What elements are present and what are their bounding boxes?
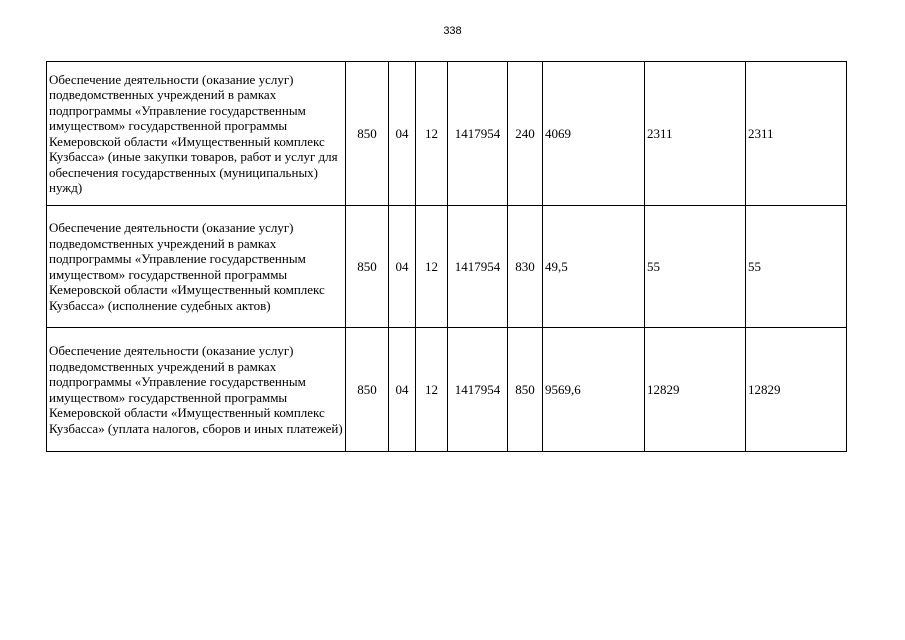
amount-year-3: 55: [746, 206, 847, 328]
amount-year-2: 55: [645, 206, 746, 328]
amount-year-3: 2311: [746, 62, 847, 206]
target-article-code: 1417954: [448, 328, 508, 452]
amount-year-1: 49,5: [543, 206, 645, 328]
budget-table: [46, 61, 847, 452]
row-description: Обеспечение деятельности (оказание услуг) подведомственных учреждений в рамках подпрограммы «Управление государственным имуществом» государственной программы Кемеровской области «Имущественный комплекс Кузбасса» (иные закупки товаров, работ и услуг для обеспечения государственных (муниципальных) нужд): [47, 62, 346, 206]
row-description: Обеспечение деятельности (оказание услуг) подведомственных учреждений в рамках подпрограммы «Управление государственным имуществом» государственной программы Кемеровской области «Имущественный комплекс Кузбасса» (исполнение судебных актов): [47, 206, 346, 328]
ministry-code: 850: [346, 62, 389, 206]
expense-type-code: 850: [508, 328, 543, 452]
table-row: [47, 328, 847, 452]
amount-year-3: 12829: [746, 328, 847, 452]
amount-year-1: 9569,6: [543, 328, 645, 452]
subsection-code: 12: [416, 62, 448, 206]
amount-year-2: 2311: [645, 62, 746, 206]
target-article-code: 1417954: [448, 62, 508, 206]
page-number: 338: [443, 25, 462, 37]
row-description: Обеспечение деятельности (оказание услуг) подведомственных учреждений в рамках подпрограммы «Управление государственным имуществом» государственной программы Кемеровской области «Имущественный комплекс Кузбасса» (уплата налогов, сборов и иных платежей): [47, 328, 346, 452]
amount-year-2: 12829: [645, 328, 746, 452]
target-article-code: 1417954: [448, 206, 508, 328]
section-code: 04: [389, 328, 416, 452]
amount-year-1: 4069: [543, 62, 645, 206]
table-row: [47, 62, 847, 206]
section-code: 04: [389, 62, 416, 206]
ministry-code: 850: [346, 206, 389, 328]
table-row: [47, 206, 847, 328]
expense-type-code: 830: [508, 206, 543, 328]
expense-type-code: 240: [508, 62, 543, 206]
subsection-code: 12: [416, 328, 448, 452]
subsection-code: 12: [416, 206, 448, 328]
ministry-code: 850: [346, 328, 389, 452]
section-code: 04: [389, 206, 416, 328]
